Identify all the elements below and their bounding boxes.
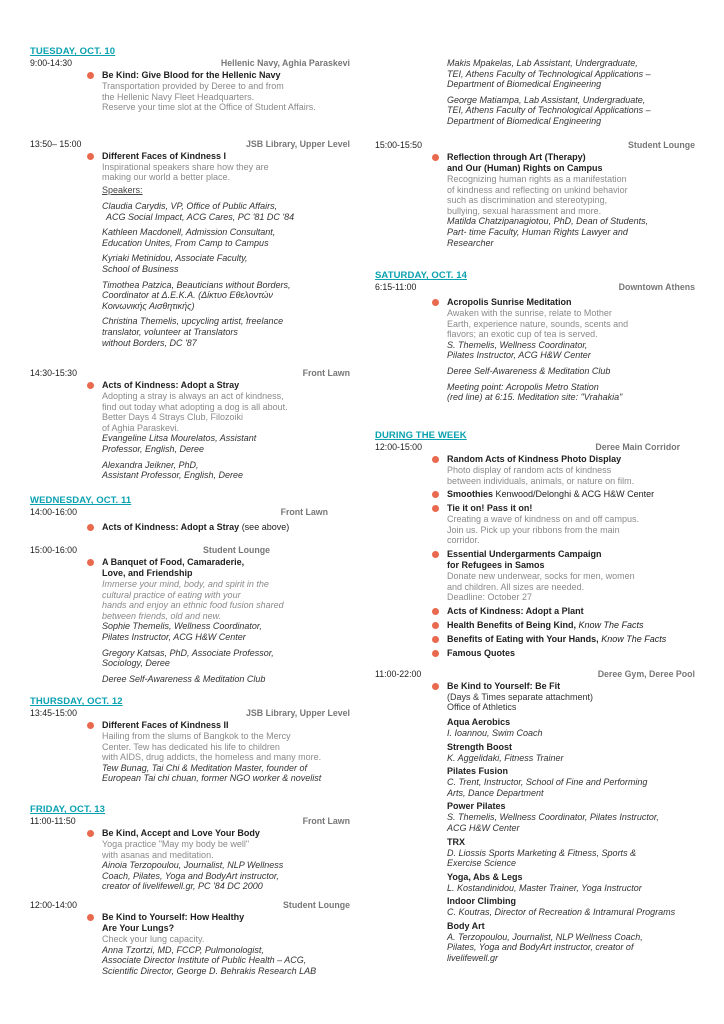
person-line: Associate Director Institute of Public Health – ACG,	[102, 955, 307, 966]
person-line: S. Themelis, Wellness Coordinator,	[447, 339, 588, 350]
bullet-dot	[87, 559, 94, 566]
slot-location: Student Lounge	[203, 545, 270, 555]
person-line: European Tai chi chuan, former NGO worker & novelist	[102, 773, 322, 784]
activity-info: ACG H&W Center	[447, 822, 520, 833]
person-line: Scientific Director, George D. Behrakis Research LAB	[102, 965, 317, 976]
event-desc-line: Earth, experience nature, sounds, scents and	[447, 318, 629, 329]
person-line: TEI, Athens Faculty of Technological Applications –	[447, 68, 651, 79]
day-title: TUESDAY, OCT. 10	[30, 46, 116, 57]
event-title: Benefits of Eating with Your Hands, Know The Facts	[447, 633, 667, 644]
event-desc-line: Transportation provided by Deree to and from	[102, 81, 284, 91]
event-title: Random Acts of Kindness Photo Display	[447, 454, 622, 464]
day-friday	[30, 804, 350, 976]
event-desc-line: bullying, sexual harassment and more.	[447, 205, 602, 216]
event-title: Be Kind to Yourself: How Healthy	[102, 911, 245, 922]
time-slot	[30, 708, 350, 784]
event-desc-line: Photo display of random acts of kindness	[447, 465, 612, 475]
activity-title: Indoor Climbing	[447, 896, 516, 907]
day-title: FRIDAY, OCT. 13	[30, 804, 106, 815]
event-desc-line: Inspirational speakers share how they are	[102, 161, 269, 172]
event	[30, 522, 350, 533]
event	[375, 620, 695, 631]
event	[30, 70, 350, 113]
time-slot	[30, 368, 350, 481]
event-desc-line: with AIDS, drug addicts, the homeless and many more.	[102, 752, 322, 763]
activity-title: Yoga, Abs & Legs	[447, 871, 523, 882]
event-title: Tie it on! Pass it on!	[447, 503, 533, 514]
event-title: Different Faces of Kindness II	[102, 720, 229, 730]
person-line: Tew Bunag, Tai Chi & Meditation Master, founder of	[102, 762, 307, 773]
bullet-dot	[87, 382, 94, 389]
event-title: Health Benefits of Being Kind, Know The Facts	[447, 619, 644, 630]
person-line: Deree Self-Awareness & Meditation Club	[447, 365, 611, 376]
person-line: Evangeline Litsa Mourelatos, Assistant	[102, 433, 257, 444]
bullet-dot	[432, 551, 439, 558]
activity-info: I. Ioannou, Swim Coach	[447, 727, 543, 738]
person-line: Pilates Instructor, ACG H&W Center	[447, 350, 591, 361]
friday-continued	[375, 139, 695, 248]
person-line: Part- time Faculty, Human Rights Lawyer and	[447, 226, 628, 237]
speaker-line: School of Business	[102, 263, 179, 274]
activity-title: Pilates Fusion	[447, 766, 509, 777]
speakers-label: Speakers:	[102, 184, 143, 195]
event-desc-line: the Hellenic Navy Fleet Headquarters.	[102, 91, 255, 102]
bullet-dot	[87, 72, 94, 79]
event	[375, 454, 695, 486]
event-title: Smoothies Kenwood/Delonghi & ACG H&W Center	[447, 489, 655, 500]
slot-time: 12:00-15:00	[375, 442, 422, 452]
bullet-dot	[432, 636, 439, 643]
speaker-line: Kathleen Macdonell, Admission Consultant,	[102, 227, 276, 238]
speaker-line: Christina Themelis, upcycling artist, freelance	[102, 316, 284, 327]
event	[30, 380, 350, 481]
activity-info: Pilates, Yoga and BodyArt instructor, creator of	[447, 942, 634, 953]
time-slot	[375, 442, 695, 659]
time-slot	[30, 816, 350, 892]
slot-time: 13:50– 15:00	[30, 138, 82, 149]
event-title: Acropolis Sunrise Meditation	[447, 297, 572, 307]
event-desc-line: between individuals, animals, or nature on film.	[447, 475, 635, 486]
event-desc-line: Better Days 4 Strays Club, Filozoiki	[102, 412, 244, 423]
day-title: WEDNESDAY, OCT. 11	[30, 495, 132, 506]
person-line: Makis Mpakelas, Lab Assistant, Undergraduate,	[447, 58, 638, 68]
time-slot	[30, 900, 350, 976]
event-title: Acts of Kindness: Adopt a Plant	[447, 605, 584, 616]
person-line: Department of Biomedical Engineering	[447, 115, 602, 126]
slot-time: 15:00-15:50	[375, 140, 422, 150]
day-title: SATURDAY, OCT. 14	[375, 270, 467, 281]
event-desc-line: Yoga practice "May my body be well"	[102, 839, 250, 849]
event-desc-line: making our world a better place.	[102, 172, 231, 183]
time-slot	[30, 58, 350, 113]
event	[30, 720, 350, 784]
event-title: Different Faces of Kindness I	[102, 150, 227, 161]
activity-info: C. Trent, Instructor, School of Fine and Performing	[447, 777, 648, 788]
bullet-dot	[432, 608, 439, 615]
event	[375, 648, 695, 659]
event	[375, 297, 695, 403]
event-desc-line: cultural practice of eating with your	[102, 589, 241, 600]
bullet-dot	[87, 914, 94, 921]
slot-time: 15:00-16:00	[30, 545, 77, 555]
day-wednesday	[30, 495, 350, 684]
event	[30, 912, 350, 976]
slot-location: Front Lawn	[302, 816, 350, 826]
bullet-dot	[87, 722, 94, 729]
person-line: Researcher	[447, 237, 494, 248]
time-slot	[375, 282, 695, 403]
activity-title: Body Art	[447, 920, 485, 931]
person-line: Alexandra Jeikner, PhD,	[102, 459, 199, 470]
event-title: Acts of Kindness: Adopt a Stray	[102, 380, 240, 391]
event	[375, 152, 695, 248]
event-title: Reflection through Art (Therapy)	[447, 152, 586, 162]
slot-time: 12:00-14:00	[30, 899, 77, 910]
bullet-dot	[87, 524, 94, 531]
person-line: TEI, Athens Faculty of Technological Applications –	[447, 105, 651, 116]
event-desc-line: hands and enjoy an ethnic food fusion shared	[102, 600, 284, 611]
slot-time: 14:00-16:00	[30, 507, 77, 517]
event	[375, 606, 695, 617]
speaker-line: Coordinator at Δ.Ε.Κ.Α. (Δίκτυο Εθελοντών	[102, 290, 273, 301]
bullet-dot	[432, 456, 439, 463]
activity-title: Aqua Aerobics	[447, 716, 511, 727]
time-slot	[375, 140, 695, 248]
person-line: George Matiampa, Lab Assistant, Undergraduate,	[447, 94, 646, 105]
event-desc-line: Adopting a stray is always an act of kindness,	[102, 391, 284, 402]
slot-location: Student Lounge	[283, 899, 350, 910]
bullet-dot	[432, 683, 439, 690]
event-title: Be Kind to Yourself: Be Fit	[447, 680, 561, 691]
event	[375, 681, 695, 713]
event-title: Famous Quotes	[447, 647, 516, 658]
event-desc-line: Deadline: October 27	[447, 592, 533, 603]
person-line: Assistant Professor, English, Deree	[102, 470, 244, 481]
slot-location: JSB Library, Upper Level	[246, 708, 350, 718]
activity-info: Arts, Dance Department	[447, 787, 544, 798]
speaker-line: Κοινωνικής Αισθητικής)	[102, 300, 195, 311]
time-slot	[30, 507, 350, 533]
event-desc-line: Recognizing human rights as a manifestation	[447, 174, 627, 184]
event-desc-line: Awaken with the sunrise, relate to Mother	[447, 308, 612, 318]
person-line: Deree Self-Awareness & Meditation Club	[102, 673, 266, 684]
event-title: Be Kind: Give Blood for the Hellenic Navy	[102, 70, 281, 80]
person-line: Meeting point: Acropolis Metro Station	[447, 381, 599, 392]
person-line: Department of Biomedical Engineering	[447, 79, 602, 90]
activity-info: D. Liossis Sports Marketing & Fitness, Sports &	[447, 847, 637, 858]
time-slot	[30, 139, 350, 348]
time-slot	[30, 545, 350, 684]
continued-speakers	[375, 57, 695, 127]
event	[30, 828, 350, 892]
person-line: Pilates Instructor, ACG H&W Center	[102, 631, 246, 642]
event-title: Acts of Kindness: Adopt a Stray (see above)	[102, 522, 290, 532]
event-title: for Refugees in Samos	[447, 559, 545, 570]
slot-location: Front Lawn	[302, 368, 350, 379]
slot-time: 6:15-11:00	[375, 282, 417, 292]
event-desc-line: Reserve your time slot at the Office of Student Affairs.	[102, 102, 316, 113]
speaker-line: Claudia Carydis, VP, Office of Public Affairs,	[102, 200, 278, 211]
activity-info: K. Aggelidaki, Fitness Trainer	[447, 752, 564, 763]
speaker-line: Education Unites, From Camp to Campus	[102, 237, 269, 248]
activity-title: Power Pilates	[447, 801, 506, 812]
activity-title: TRX	[447, 836, 465, 847]
day-tuesday	[30, 46, 350, 481]
bullet-dot	[432, 154, 439, 161]
event-desc-line: flavors; an exotic cup of tea is served.	[447, 329, 598, 340]
event-desc-line: such as discrimination and stereotyping,	[447, 195, 608, 206]
event-desc-line: find out today what adopting a dog is all about.	[102, 401, 288, 412]
person-line: Coach, Pilates, Yoga and BodyArt instructor,	[102, 870, 279, 881]
event-desc-line: and children. All sizes are needed.	[447, 581, 585, 592]
event-title: Essential Undergarments Campaign	[447, 548, 602, 559]
event-desc-line: Check your lung capacity.	[102, 933, 205, 944]
event	[375, 549, 695, 603]
event	[375, 503, 695, 546]
slot-location: Hellenic Navy, Aghia Paraskevi	[220, 58, 350, 68]
event	[30, 557, 350, 684]
event-title: A Banquet of Food, Camaraderie,	[102, 557, 245, 567]
event-title: Are Your Lungs?	[102, 922, 175, 933]
person-line: (red line) at 6:15. Meditation site: "Vrahakia"	[447, 392, 623, 403]
event-desc-line: Office of Athletics	[447, 702, 517, 713]
event-desc-line: Center. Tew has dedicated his life to children	[102, 741, 280, 752]
bullet-dot	[432, 491, 439, 498]
slot-time: 11:00-22:00	[375, 668, 422, 679]
activity-info: S. Themelis, Wellness Coordinator, Pilates Instructor,	[447, 812, 659, 823]
bullet-dot	[432, 622, 439, 629]
activity-info: Exercise Science	[447, 858, 517, 869]
event-desc-line: between friends, old and new.	[102, 610, 222, 621]
event-continued	[375, 58, 695, 127]
bullet-dot	[432, 505, 439, 512]
activity-info: A. Terzopoulou, Journalist, NLP Wellness Coach,	[447, 931, 643, 942]
event-desc-line: (Days & Times separate attachment)	[447, 691, 594, 702]
event-desc-line: Creating a wave of kindness on and off campus.	[447, 514, 639, 525]
event	[375, 489, 695, 500]
speaker-line: ACG Social Impact, ACG Cares, PC '81 DC '84	[106, 211, 295, 222]
person-line: Professor, English, Deree	[102, 444, 205, 455]
activity-info: L. Kostandinidou, Master Trainer, Yoga Instructor	[447, 882, 642, 893]
slot-location: Downtown Athens	[618, 282, 695, 292]
person-line: Sociology, Deree	[102, 658, 170, 669]
event-desc-line: of Aghia Paraskevi.	[102, 422, 180, 433]
bullet-dot	[87, 153, 94, 160]
activity-info: C. Koutras, Director of Recreation & Intramural Programs	[447, 907, 676, 918]
person-line: Matilda Chatzipanagiotou, PhD, Dean of Students,	[447, 216, 649, 227]
event	[30, 151, 350, 348]
person-line: Anna Tzortzi, MD, FCCP, Pulmonologist,	[102, 944, 264, 955]
slot-location: Deree Main Corridor	[595, 442, 680, 452]
day-title: DURING THE WEEK	[375, 430, 467, 441]
slot-time: 11:00-11:50	[30, 816, 76, 826]
person-line: Ainoia Terzopoulou, Journalist, NLP Wellness	[102, 860, 284, 871]
person-line: Sophie Themelis, Wellness Coordinator,	[102, 621, 262, 632]
during-the-week	[375, 430, 695, 964]
slot-location: Student Lounge	[628, 140, 695, 150]
slot-location: Front Lawn	[280, 507, 328, 517]
slot-time: 14:30-15:30	[30, 368, 77, 379]
person-line: creator of livelifewell.gr, PC '84 DC 2000	[102, 881, 263, 892]
event-desc-line: Join us. Pick up your ribbons from the main	[447, 524, 620, 535]
day-saturday	[375, 270, 695, 403]
slot-time: 9:00-14:30	[30, 58, 73, 68]
event-title: Be Kind, Accept and Love Your Body	[102, 828, 260, 838]
day-title: THURSDAY, OCT. 12	[30, 696, 123, 707]
event-desc-line: Hailing from the slums of Bangkok to the Mercy	[102, 731, 291, 741]
person-line: Gregory Katsas, PhD, Associate Professor,	[102, 647, 274, 658]
slot-location: Deree Gym, Deree Pool	[597, 668, 695, 679]
fitness-activities	[375, 717, 695, 964]
slot-time: 13:45-15:00	[30, 708, 77, 718]
time-slot	[375, 669, 695, 964]
event-title: and Our (Human) Rights on Campus	[447, 163, 603, 173]
activity-info: livelifewell.gr	[447, 953, 499, 964]
event	[375, 634, 695, 645]
speaker-line: Timothea Patzica, Beauticians without Borders,	[102, 279, 291, 290]
event-desc-line: with asanas and meditation.	[102, 849, 214, 860]
day-thursday	[30, 696, 350, 784]
speaker-line: Kyriaki Metinidou, Associate Faculty,	[102, 253, 248, 264]
speaker-line: translator, volunteer at Translators	[102, 326, 238, 337]
bullet-dot	[432, 650, 439, 657]
speaker-line: without Borders, DC '87	[102, 337, 197, 348]
event-title: Love, and Friendship	[102, 568, 193, 578]
slot-location: JSB Library, Upper Level	[246, 138, 350, 149]
event-desc-line: corridor.	[447, 535, 480, 546]
bullet-dot	[87, 830, 94, 837]
bullet-dot	[432, 299, 439, 306]
activity-title: Strength Boost	[447, 741, 512, 752]
event-desc-line: of kindness and reflecting on unkind behavior	[447, 184, 628, 195]
event-desc-line: Donate new underwear, socks for men, women	[447, 570, 635, 581]
event-desc-line: Immerse your mind, body, and spirit in the	[102, 579, 269, 589]
